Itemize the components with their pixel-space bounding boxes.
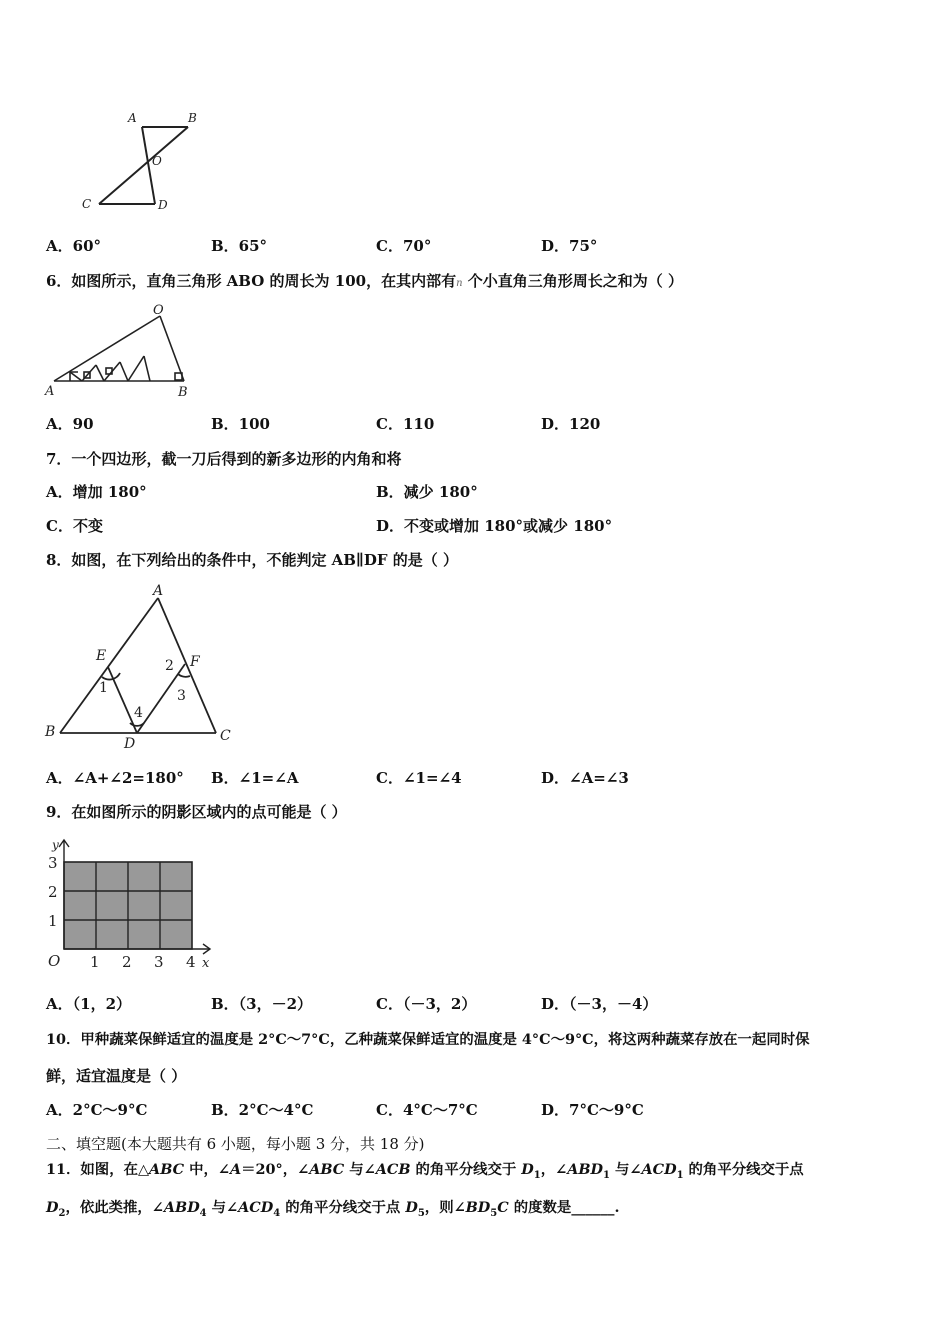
- q5-figure: [76, 108, 206, 218]
- q8-angle-1: 1: [99, 680, 108, 696]
- q9-ytick-1: 1: [48, 912, 58, 930]
- q8-option-d[interactable]: D．∠A=∠3: [541, 769, 629, 787]
- q8-angle-2: 2: [165, 658, 174, 674]
- q6-option-b[interactable]: B．100: [211, 415, 270, 433]
- q6-option-d[interactable]: D．120: [541, 415, 601, 433]
- q8-label-e: E: [96, 648, 107, 664]
- q9-xtick-1: 1: [90, 953, 100, 971]
- q9-axis-x: x: [202, 956, 210, 971]
- q9-origin: O: [48, 952, 61, 970]
- q9-option-c[interactable]: C．（－3，2）: [376, 995, 477, 1013]
- q9-option-d[interactable]: D．（－3，－4）: [541, 995, 658, 1013]
- q6-figure: [44, 300, 204, 400]
- q8-label-d: D: [124, 736, 136, 752]
- q10-option-d[interactable]: D．7°C～9°C: [541, 1101, 644, 1119]
- q11-answer-blank[interactable]: ______: [571, 1199, 615, 1216]
- q11-line2: $D_2$，依此类推，$\angle ABD_4$ 与$\angle ACD_4$ 的角平分线交于点 $D_5$，则$\angle BD_5C$ 的度数是______.: [46, 1199, 620, 1219]
- q9-xtick-3: 3: [154, 953, 164, 971]
- q5-option-c[interactable]: C．70°: [376, 237, 432, 255]
- q9-stem: 9．在如图所示的阴影区域内的点可能是（ ）: [46, 803, 347, 821]
- q5-label-a: A: [128, 111, 137, 125]
- q9-figure: [40, 832, 220, 972]
- q7-option-a[interactable]: A．增加 180°: [46, 483, 147, 501]
- q8-option-b[interactable]: B．∠1=∠A: [211, 769, 299, 787]
- q8-label-c: C: [220, 728, 231, 744]
- q10-option-a[interactable]: A．2°C～9°C: [46, 1101, 148, 1119]
- q10-stem-line2: 鲜，适宜温度是（ ）: [46, 1067, 187, 1085]
- section2-heading: 二、填空题(本大题共有 6 小题，每小题 3 分，共 18 分): [46, 1135, 425, 1153]
- q8-angle-3: 3: [177, 688, 186, 704]
- q8-label-a: A: [153, 583, 164, 599]
- q5-option-d[interactable]: D．75°: [541, 237, 598, 255]
- q8-label-b: B: [45, 724, 56, 740]
- q9-option-b[interactable]: B．（3，－2）: [211, 995, 313, 1013]
- q8-option-c[interactable]: C．∠1=∠4: [376, 769, 462, 787]
- q5-option-b[interactable]: B．65°: [211, 237, 268, 255]
- q5-label-d: D: [158, 198, 168, 212]
- q6-option-a[interactable]: A．90: [46, 415, 94, 433]
- q9-axis-y: y: [52, 838, 59, 852]
- q5-label-b: B: [188, 111, 197, 125]
- q8-angle-4: 4: [134, 705, 143, 721]
- q7-option-b[interactable]: B．减少 180°: [376, 483, 478, 501]
- q5-option-a[interactable]: A．60°: [46, 237, 102, 255]
- q6-option-c[interactable]: C．110: [376, 415, 435, 433]
- q6-label-o: O: [153, 303, 164, 318]
- q5-label-c: C: [82, 197, 92, 211]
- q8-stem: 8．如图，在下列给出的条件中，不能判定 AB∥DF 的是（ ）: [46, 551, 459, 569]
- q9-option-a[interactable]: A．（1，2）: [46, 995, 132, 1013]
- q7-option-c[interactable]: C．不变: [46, 517, 103, 535]
- q11-line1: 11．如图，在△ABC 中，∠A＝20°，∠ABC 与∠ACB 的角平分线交于 $D_1$，$\angle ABD_1$ 与$\angle ACD_1$ 的角平分线交于点: [46, 1161, 804, 1181]
- q7-stem: 7．一个四边形，截一刀后得到的新多边形的内角和将: [46, 450, 402, 468]
- q5-label-o: O: [152, 154, 162, 168]
- q9-xtick-2: 2: [122, 953, 132, 971]
- q8-label-f: F: [190, 654, 200, 670]
- q6-label-b: B: [178, 385, 188, 400]
- q10-option-b[interactable]: B．2°C～4°C: [211, 1101, 314, 1119]
- q9-ytick-3: 3: [48, 854, 58, 872]
- q10-option-c[interactable]: C．4°C～7°C: [376, 1101, 478, 1119]
- q9-xtick-4: 4: [186, 953, 196, 971]
- q9-ytick-2: 2: [48, 883, 58, 901]
- q10-stem-line1: 10．甲种蔬菜保鲜适宜的温度是 2°C～7°C，乙种蔬菜保鲜适宜的温度是 4°C～9°C，将这两种蔬菜存放在一起同时保: [46, 1031, 810, 1048]
- q8-option-a[interactable]: A．∠A+∠2=180°: [46, 769, 184, 787]
- q6-label-a: A: [45, 384, 55, 399]
- q8-figure: [40, 580, 240, 755]
- q6-stem: 6．如图所示，直角三角形 ABO 的周长为 100，在其内部有n 个小直角三角形周长之和为（ ）: [46, 272, 683, 290]
- q7-option-d[interactable]: D．不变或增加 180°或减少 180°: [376, 517, 613, 535]
